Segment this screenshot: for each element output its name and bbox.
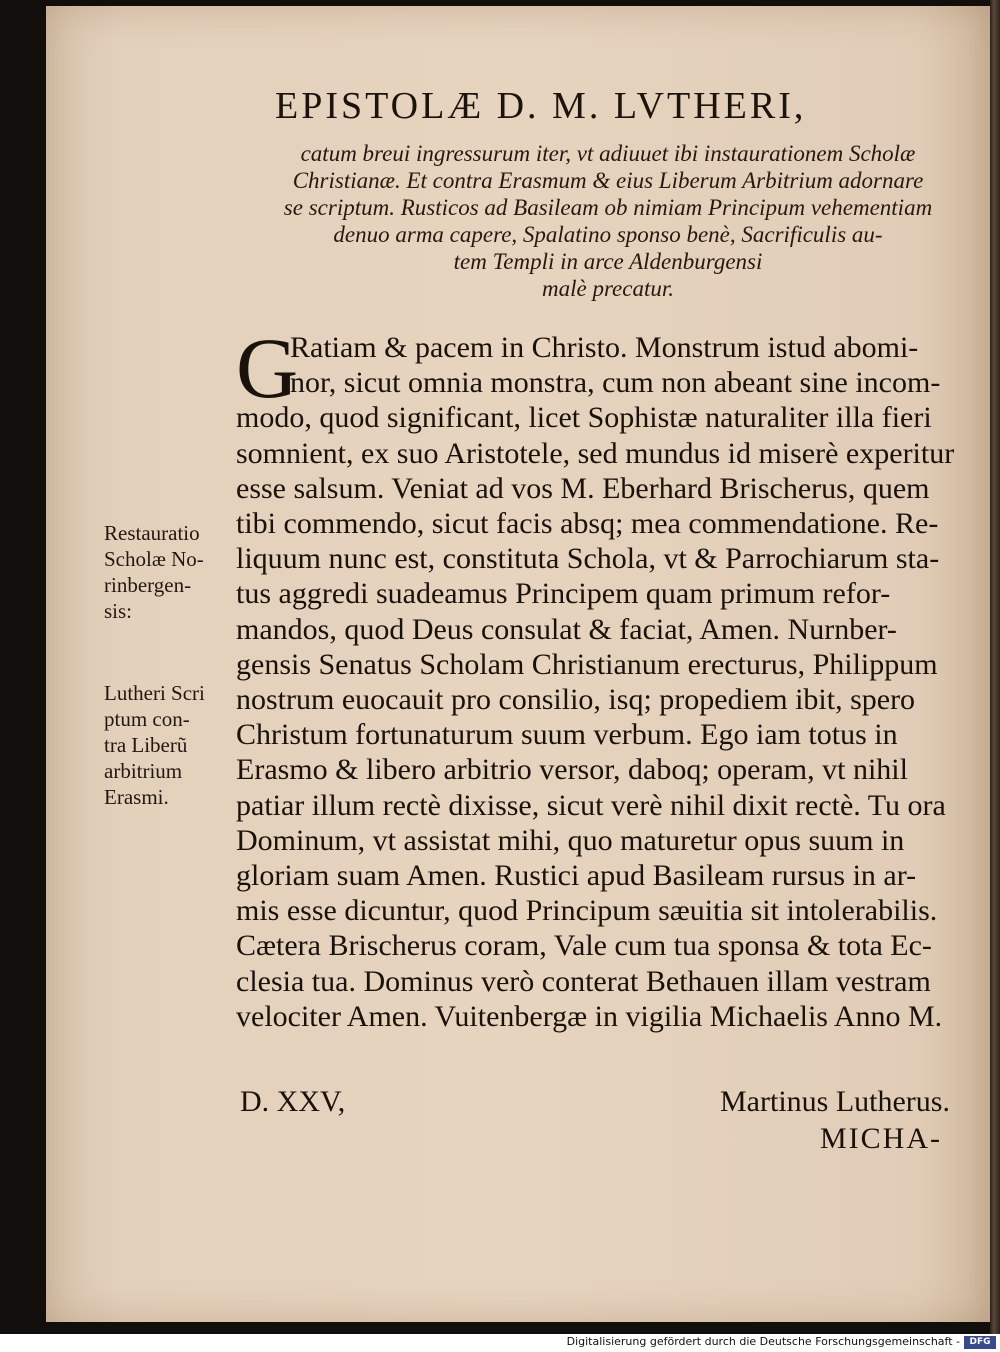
body-line: modo, quod significant, licet Sophistæ naturaliter illa fieri xyxy=(236,401,932,435)
margin-note-line: Erasmi. xyxy=(104,785,169,809)
body-line: esse salsum. Veniat ad vos M. Eberhard Brischerus, quem xyxy=(236,471,930,505)
margin-note-line: sis: xyxy=(104,599,133,623)
page-edge xyxy=(990,0,1000,1334)
margin-note-line: arbitrium xyxy=(104,759,183,783)
body-line: mandos, quod Deus consulat & faciat, Amen. Nurnber- xyxy=(236,612,897,646)
body-line: Cætera Brischerus coram, Vale cum tua sponsa & tota Ec- xyxy=(236,929,932,963)
margin-note-line: rinbergen- xyxy=(104,573,192,597)
digitization-footer xyxy=(0,1334,1000,1352)
body-line: tus aggredi suadeamus Principem quam primum refor- xyxy=(236,577,891,611)
footer-credit: Digitalisierung gefördert durch die Deutsche Forschungsgemeinschaft - xyxy=(566,1335,960,1348)
running-head: EPISTOLÆ D. M. LVTHERI, xyxy=(275,85,807,127)
body-line: gloriam suam Amen. Rustici apud Basileam rursus in ar- xyxy=(236,859,917,893)
body-line: Dominum, vt assistat mihi, quo maturetur opus suum in xyxy=(236,823,905,857)
summary-line: denuo arma capere, Spalatino sponso benè, Sacrificulis au- xyxy=(333,222,883,247)
margin-note-lutheri-scriptum xyxy=(104,680,234,810)
margin-note-line: Restauratio xyxy=(104,521,200,545)
body-line: clesia tua. Dominus verò conterat Bethauen illam vestram xyxy=(236,964,931,998)
summary-line: catum breui ingressurum iter, vt adiuuet ibi instaurationem Scholæ xyxy=(300,141,916,166)
margin-note-line: Scholæ No- xyxy=(104,547,204,571)
body-line: somnient, ex suo Aristotele, sed mundus id miserè experitur xyxy=(236,436,955,470)
body-line: Erasmo & libero arbitrio versor, daboq; operam, vt nihil xyxy=(236,753,908,787)
margin-note-restauratio xyxy=(104,520,234,624)
summary-line: tem Templi in arce Aldenburgensi xyxy=(453,249,763,274)
body-line: gensis Senatus Scholam Christianum erecturus, Philippum xyxy=(236,647,938,681)
body-line: mis esse dicuntur, quod Principum sæuitia sit intolerabilis. xyxy=(236,894,938,928)
summary-line: malè precatur. xyxy=(541,276,674,301)
closing-signature: Martinus Lutherus. xyxy=(720,1085,950,1118)
body-line: velociter Amen. Vuitenbergæ in vigilia Michaelis Anno M. xyxy=(236,999,943,1033)
body-line: patiar illum rectè dixisse, sicut verè nihil dixit rectè. Tu ora xyxy=(236,788,946,822)
margin-note-line: ptum con- xyxy=(104,707,190,731)
closing-date: D. XXV, xyxy=(240,1085,346,1118)
body-line: nor, sicut omnia monstra, cum non abeant sine incom- xyxy=(290,366,941,400)
letter-body xyxy=(236,320,980,1034)
catchword: MICHA- xyxy=(820,1122,942,1155)
margin-note-line: Lutheri Scri xyxy=(104,681,205,705)
drop-capital: G xyxy=(236,320,299,416)
chapter-summary xyxy=(228,140,988,302)
margin-note-line: tra Liberũ xyxy=(104,733,188,757)
dfg-logo: DFG xyxy=(964,1336,996,1349)
body-line: Christum fortunaturum suum verbum. Ego iam totus in xyxy=(236,718,898,752)
summary-line: Christianæ. Et contra Erasmum & eius Liberum Arbitrium adornare xyxy=(292,168,924,193)
body-line: liquum nunc est, constituta Schola, vt & Parrochiarum sta- xyxy=(236,542,940,576)
summary-line: se scriptum. Rusticos ad Basileam ob nimiam Principum vehementiam xyxy=(283,195,933,220)
body-line: tibi commendo, sicut facis absq; mea commendatione. Re- xyxy=(236,507,939,541)
body-line: Ratiam & pacem in Christo. Monstrum istud abomi- xyxy=(290,331,919,364)
body-line: nostrum euocauit pro consilio, isq; propediem ibit, spero xyxy=(236,683,916,717)
